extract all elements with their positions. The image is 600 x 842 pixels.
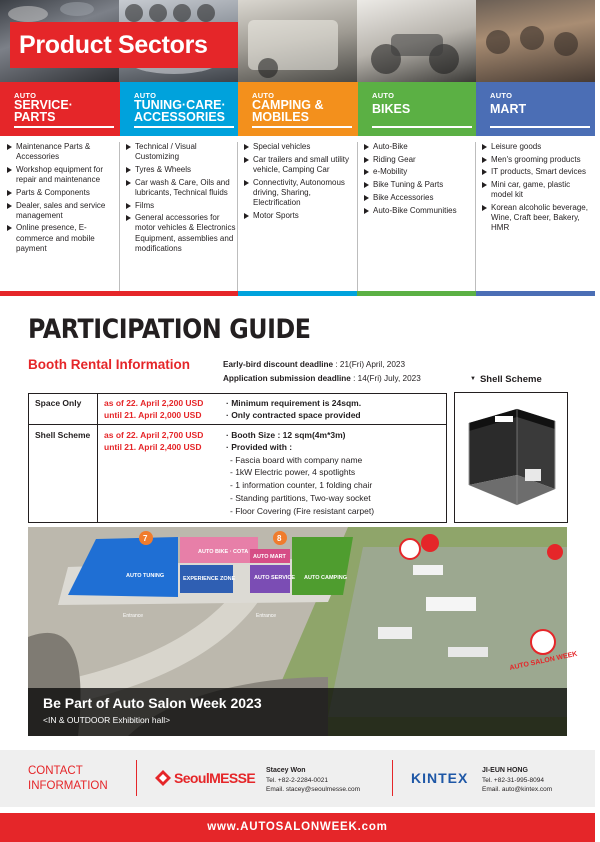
- list-item: Films: [126, 201, 236, 211]
- sector-header-bikes: [358, 82, 476, 136]
- seoulmesse-mark-icon: [155, 770, 171, 786]
- sector-name: TUNING·CARE· ACCESSORIES: [134, 98, 226, 124]
- sector-prefix: AUTO: [134, 91, 157, 100]
- sector-prefix: AUTO: [490, 91, 513, 100]
- zone-label: AUTO MART: [253, 554, 286, 560]
- shell-scheme-item: - 1kW Electric power, 4 spotlights: [230, 467, 356, 477]
- auto-salon-week-logo: AUTO SALON WEEK: [508, 650, 579, 672]
- hall-number: 7: [143, 534, 148, 543]
- list-item: Dealer, sales and service management: [7, 201, 115, 221]
- sector-name: SERVICE· PARTS: [14, 98, 73, 124]
- kintex-logo: KINTEX: [411, 770, 469, 786]
- list-item: Connectivity, Autonomous driving, Sharing, Electrification: [244, 178, 354, 209]
- sector-header-mart: [476, 82, 595, 136]
- sector-list-service-parts: [7, 142, 115, 257]
- list-item: Online presence, E-commerce and mobile payment: [7, 223, 115, 254]
- contact-divider: [392, 760, 393, 796]
- list-item: Auto-Bike: [364, 142, 472, 152]
- sector-header-camping-mobiles: [238, 82, 358, 136]
- list-item: Motor Sports: [244, 211, 354, 221]
- sector-prefix: AUTO: [14, 91, 37, 100]
- list-item: Korean alcoholic beverage, Wine, Craft beer, Bakery, HMR: [482, 203, 592, 234]
- hall-number: 8: [277, 534, 282, 543]
- list-item: Special vehicles: [244, 142, 354, 152]
- list-item: Technical / Visual Customizing: [126, 142, 236, 162]
- zone-label: AUTO SERVICE: [254, 575, 296, 581]
- sector-underline: [252, 126, 352, 128]
- contact-email: Email. auto@kintex.com: [482, 786, 553, 793]
- list-item: General accessories for motor vehicles & Electronics Equipment, assemblies and modifications: [126, 213, 236, 254]
- column-divider: [119, 142, 120, 292]
- hero-photo-motorbike: [357, 0, 476, 82]
- hero-photo-mart-crowd: [476, 0, 595, 82]
- participation-guide-title: PARTICIPATION GUIDE: [28, 314, 311, 345]
- list-item: Men's grooming products: [482, 155, 592, 165]
- sector-prefix: AUTO: [372, 91, 395, 100]
- contact-name: Stacey Won: [266, 767, 306, 774]
- shell-scheme-booth-illustration: [454, 392, 568, 523]
- application-deadline: Application submission deadline : 14(Fri) July, 2023: [223, 374, 421, 383]
- contact-email: Email. stacey@seoulmesse.com: [266, 786, 361, 793]
- sector-underline: [134, 126, 234, 128]
- sector-underline: [14, 126, 114, 128]
- sector-underline: [372, 126, 472, 128]
- zone-label: AUTO CAMPING: [304, 575, 347, 581]
- list-item: Maintenance Parts & Accessories: [7, 142, 115, 162]
- sector-header-service-parts: [0, 82, 120, 136]
- website-bar: [0, 813, 595, 842]
- space-only-price-1: as of 22. April 2,200 USD: [104, 398, 204, 408]
- list-item: Tyres & Wheels: [126, 165, 236, 175]
- website-url[interactable]: www.AUTOSALONWEEK.com: [207, 821, 388, 833]
- entrance-label: Entrance: [256, 613, 277, 619]
- shell-scheme-price-1: as of 22. April 2,700 USD: [104, 430, 204, 440]
- shell-scheme-size: · Booth Size : 12 sqm(4m*3m): [226, 430, 346, 440]
- list-item: Riding Gear: [364, 155, 472, 165]
- space-only-req-1: · Minimum requirement is 24sqm.: [226, 398, 362, 408]
- contact-section: [0, 750, 595, 807]
- sector-list-bikes: [364, 142, 472, 218]
- contact-name: JI-EUN HONG: [482, 767, 528, 774]
- space-only-price-2: until 21. April 2,000 USD: [104, 410, 202, 420]
- color-divider-bar: [0, 291, 595, 296]
- entrance-label: Entrance: [123, 613, 144, 619]
- column-divider: [237, 142, 238, 292]
- seoulmesse-contact: [266, 766, 360, 795]
- zone-label: EXPERIENCE ZONE: [183, 576, 236, 582]
- sector-header-tuning-care-accessories: [120, 82, 238, 136]
- space-only-req-2: · Only contracted space provided: [226, 410, 361, 420]
- space-only-label: Space Only: [35, 398, 82, 408]
- list-item: Bike Tuning & Parts: [364, 180, 472, 190]
- sector-prefix: AUTO: [252, 91, 275, 100]
- shell-scheme-item: - 1 information counter, 1 folding chair: [230, 480, 373, 490]
- seoulmesse-logo: SeoulMESSE: [155, 770, 255, 786]
- list-item: Car wash & Care, Oils and lubricants, Technical fluids: [126, 178, 236, 198]
- shell-scheme-label: ▼ Shell Scheme: [470, 374, 542, 385]
- hero-photo-camper: [238, 0, 357, 82]
- shell-scheme-item: - Standing partitions, Two-way socket: [230, 493, 371, 503]
- list-item: Mini car, game, plastic model kit: [482, 180, 592, 200]
- shell-scheme-item: - Floor Covering (Fire resistant carpet): [230, 506, 375, 516]
- list-item: Workshop equipment for repair and maintenance: [7, 165, 115, 185]
- sector-underline: [490, 126, 590, 128]
- list-item: Leisure goods: [482, 142, 592, 152]
- kintex-contact: [482, 766, 552, 795]
- sector-list-tuning: [126, 142, 236, 257]
- list-item: Parts & Components: [7, 188, 115, 198]
- sector-name: CAMPING & MOBILES: [252, 98, 324, 124]
- contact-divider: [136, 760, 137, 796]
- column-divider: [357, 142, 358, 292]
- product-sectors-title: Product Sectors: [10, 22, 238, 68]
- shell-scheme-provided: · Provided with :: [226, 442, 293, 452]
- zone-label: AUTO BIKE · COTA: [198, 549, 249, 555]
- list-item: Auto-Bike Communities: [364, 206, 472, 216]
- map-caption-subtitle: <IN & OUTDOOR Exhibition hall>: [43, 715, 171, 725]
- column-divider: [475, 142, 476, 292]
- booth-rental-title: Booth Rental Information: [28, 357, 190, 372]
- list-item: IT products, Smart devices: [482, 167, 592, 177]
- list-item: Car trailers and small utility vehicle, Camping Car: [244, 155, 354, 175]
- list-item: e-Mobility: [364, 167, 472, 177]
- contact-tel: Tel. +82-31-995-8094: [482, 776, 544, 784]
- sector-list-camping: [244, 142, 354, 223]
- booth-rental-table: [28, 393, 447, 523]
- zone-label: AUTO TUNING: [126, 573, 165, 579]
- sector-name: BIKES: [372, 102, 411, 116]
- map-caption-title: Be Part of Auto Salon Week 2023: [43, 695, 262, 711]
- list-item: Bike Accessories: [364, 193, 472, 203]
- sector-list-mart: [482, 142, 592, 236]
- product-sectors: [0, 82, 595, 292]
- early-bird-deadline: Early-bird discount deadline : 21(Fri) April, 2023: [223, 360, 406, 369]
- contact-tel: Tel. +82-2-2284-0021: [266, 776, 328, 784]
- sector-name: MART: [490, 102, 527, 116]
- shell-scheme-item: - Fascia board with company name: [230, 455, 363, 465]
- contact-information-title: CONTACT INFORMATION: [28, 765, 108, 792]
- shell-scheme-row-label: Shell Scheme: [35, 430, 91, 440]
- shell-scheme-price-2: until 21. April 2,400 USD: [104, 442, 202, 452]
